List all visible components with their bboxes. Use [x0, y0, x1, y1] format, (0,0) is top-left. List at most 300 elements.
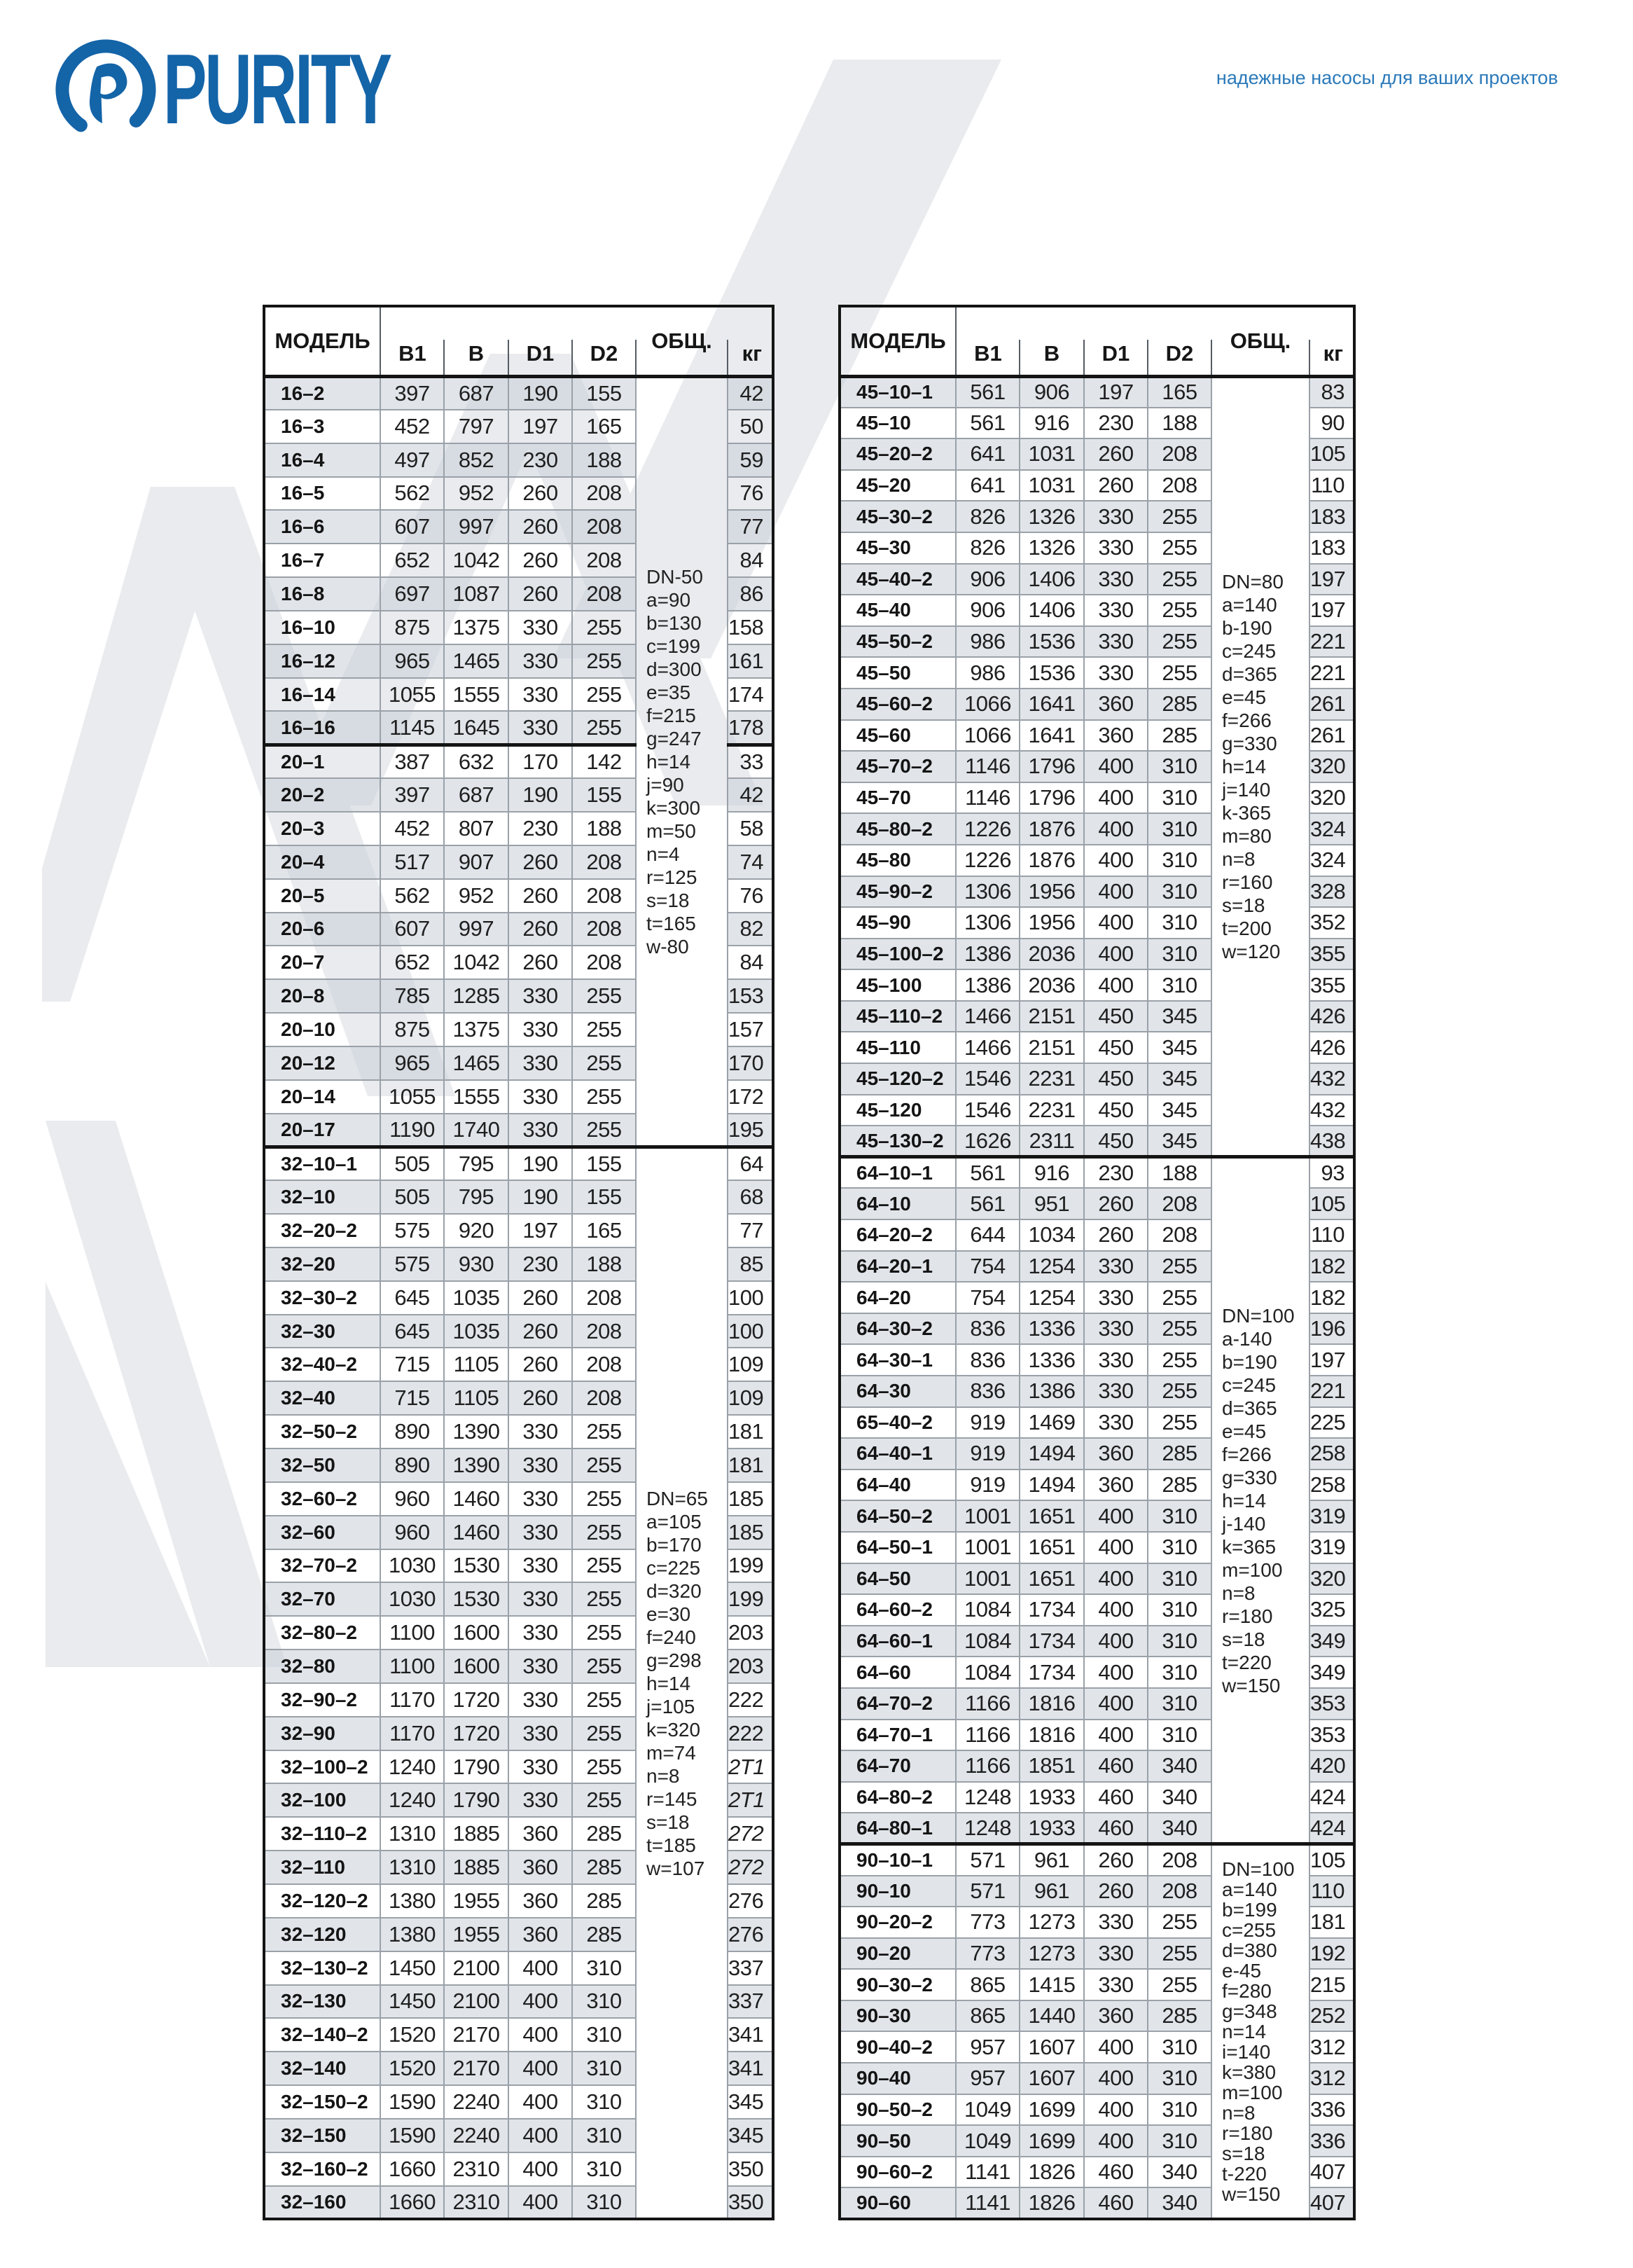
model-cell: 16–6: [264, 510, 380, 544]
model-cell: 20–17: [264, 1114, 380, 1147]
d1-cell: 400: [1084, 907, 1148, 939]
b-cell: 687: [444, 376, 508, 410]
model-cell: 32–30–2: [264, 1281, 380, 1315]
kg-cell: 42: [728, 376, 773, 410]
d1-cell: 330: [1084, 532, 1148, 564]
model-cell: 16–12: [264, 644, 380, 678]
b1-cell: 1055: [380, 678, 444, 712]
d2-cell: 255: [572, 678, 636, 712]
b-cell: 997: [444, 510, 508, 544]
b-cell: 1273: [1020, 1907, 1084, 1938]
kg-cell: 76: [728, 879, 773, 913]
b1-cell: 1166: [956, 1750, 1020, 1782]
model-cell: 20–8: [264, 979, 380, 1013]
d1-cell: 330: [1084, 657, 1148, 689]
b-cell: 916: [1020, 408, 1084, 439]
b-cell: 1042: [444, 544, 508, 577]
b-cell: 1415: [1020, 1969, 1084, 2000]
kg-cell: 324: [1309, 813, 1354, 845]
kg-cell: 336: [1309, 2125, 1354, 2157]
b1-cell: 919: [956, 1438, 1020, 1470]
col-header-kg: кг: [728, 306, 773, 376]
b-cell: 906: [1020, 376, 1084, 408]
model-cell: 16–7: [264, 544, 380, 577]
kg-cell: 110: [1309, 1876, 1354, 1907]
b-cell: 1460: [444, 1516, 508, 1549]
b1-cell: 1546: [956, 1063, 1020, 1095]
b-cell: 1273: [1020, 1938, 1084, 1970]
b-cell: 1034: [1020, 1219, 1084, 1251]
b-cell: 2151: [1020, 1032, 1084, 1063]
model-cell: 32–30: [264, 1315, 380, 1348]
b1-cell: 1055: [380, 1080, 444, 1114]
model-cell: 45–20: [840, 470, 956, 502]
b1-cell: 641: [956, 438, 1020, 470]
kg-cell: 355: [1309, 939, 1354, 970]
dn-spec-line: f=280: [1222, 1980, 1272, 2003]
kg-cell: 77: [728, 510, 773, 544]
kg-cell: 183: [1309, 532, 1354, 564]
table-row: [264, 1147, 773, 1180]
d1-cell: 197: [1084, 376, 1148, 408]
kg-cell: 2T1: [728, 1783, 773, 1817]
d2-cell: 310: [572, 2085, 636, 2119]
kg-cell: 84: [728, 544, 773, 577]
b-cell: 920: [444, 1214, 508, 1247]
kg-cell: 181: [1309, 1907, 1354, 1938]
pump-dimensions-grid: [263, 305, 774, 2220]
b1-cell: 1248: [956, 1782, 1020, 1813]
d1-cell: 170: [508, 745, 572, 778]
d2-cell: 255: [1148, 1282, 1211, 1313]
d1-cell: 330: [1084, 1907, 1148, 1938]
b-cell: 1336: [1020, 1344, 1084, 1376]
d1-cell: 400: [508, 1951, 572, 1985]
kg-cell: 320: [1309, 1563, 1354, 1595]
d1-cell: 360: [1084, 1470, 1148, 1501]
kg-cell: 58: [728, 812, 773, 845]
d2-cell: 255: [1148, 1907, 1211, 1938]
d1-cell: 460: [1084, 2157, 1148, 2188]
kg-cell: 183: [1309, 501, 1354, 532]
d2-cell: 188: [572, 443, 636, 477]
kg-cell: 424: [1309, 1813, 1354, 1844]
d2-cell: 340: [1148, 1750, 1211, 1782]
kg-cell: 225: [1309, 1407, 1354, 1439]
kg-cell: 68: [728, 1180, 773, 1214]
model-cell: 90–50: [840, 2125, 956, 2157]
dn-spec-line: s=18: [646, 1811, 690, 1833]
d2-cell: 208: [572, 1281, 636, 1315]
model-cell: 32–80: [264, 1650, 380, 1683]
model-cell: 45–120–2: [840, 1063, 956, 1095]
kg-cell: 174: [728, 678, 773, 712]
d1-cell: 400: [1084, 969, 1148, 1001]
b-cell: 2240: [444, 2085, 508, 2119]
d1-cell: 360: [508, 1851, 572, 1884]
model-cell: 32–90–2: [264, 1683, 380, 1717]
d1-cell: 400: [1084, 2031, 1148, 2063]
kg-cell: 353: [1309, 1720, 1354, 1751]
b1-cell: 1001: [956, 1500, 1020, 1532]
d2-cell: 310: [1148, 2063, 1211, 2094]
kg-cell: 82: [728, 913, 773, 946]
model-cell: 32–140–2: [264, 2018, 380, 2052]
b1-cell: 644: [956, 1219, 1020, 1251]
model-cell: 64–40–1: [840, 1438, 956, 1470]
model-cell: 20–12: [264, 1046, 380, 1080]
d2-cell: 255: [572, 1683, 636, 1717]
d1-cell: 360: [508, 1817, 572, 1851]
d2-cell: 285: [1148, 1470, 1211, 1501]
b-cell: 1375: [444, 1013, 508, 1046]
dn-spec-line: w=150: [1222, 2183, 1281, 2206]
d2-cell: 255: [572, 1046, 636, 1080]
b1-cell: 906: [956, 595, 1020, 626]
model-cell: 45–10–1: [840, 376, 956, 408]
b-cell: 1254: [1020, 1282, 1084, 1313]
b-cell: 807: [444, 812, 508, 845]
d1-cell: 460: [1084, 1782, 1148, 1813]
dn-spec-line: a=105: [646, 1510, 702, 1533]
kg-cell: 105: [1309, 438, 1354, 470]
d1-cell: 400: [1084, 751, 1148, 782]
d1-cell: 450: [1084, 1001, 1148, 1032]
dn-spec-line: c=245: [1222, 1374, 1277, 1396]
b1-cell: 571: [956, 1876, 1020, 1907]
d2-cell: 155: [572, 376, 636, 410]
d1-cell: 330: [1084, 1969, 1148, 2000]
model-cell: 45–90–2: [840, 876, 956, 908]
dn-spec-line: k=365: [1222, 1535, 1277, 1558]
kg-cell: 341: [728, 2018, 773, 2052]
d2-cell: 255: [1148, 1344, 1211, 1376]
b-cell: 1087: [444, 577, 508, 611]
kg-cell: 222: [728, 1683, 773, 1717]
model-cell: 32–60: [264, 1516, 380, 1549]
kg-cell: 215: [1309, 1969, 1354, 2000]
model-cell: 45–30–2: [840, 501, 956, 532]
dn-spec-line: m=74: [646, 1741, 696, 1764]
model-cell: 64–60–2: [840, 1594, 956, 1626]
d1-cell: 260: [508, 879, 572, 913]
kg-cell: 157: [728, 1013, 773, 1046]
b-cell: 1494: [1020, 1438, 1084, 1470]
dn-spec-note: [1211, 376, 1309, 1157]
model-cell: 45–90: [840, 907, 956, 939]
d2-cell: 255: [572, 1717, 636, 1750]
d2-cell: 310: [1148, 1500, 1211, 1532]
model-cell: 45–130–2: [840, 1126, 956, 1157]
b-cell: 2170: [444, 2018, 508, 2052]
d2-cell: 208: [1148, 470, 1211, 502]
kg-cell: 312: [1309, 2031, 1354, 2063]
model-cell: 20–14: [264, 1080, 380, 1114]
dn-spec-line: w=120: [1222, 940, 1281, 962]
d1-cell: 260: [1084, 1844, 1148, 1876]
model-cell: 20–1: [264, 745, 380, 778]
d1-cell: 330: [1084, 1407, 1148, 1439]
d2-cell: 255: [572, 1080, 636, 1114]
b1-cell: 960: [380, 1516, 444, 1549]
d2-cell: 255: [572, 1549, 636, 1583]
b-cell: 1816: [1020, 1720, 1084, 1751]
d2-cell: 208: [572, 913, 636, 946]
model-cell: 32–10–1: [264, 1147, 380, 1180]
d1-cell: 330: [1084, 501, 1148, 532]
model-cell: 16–3: [264, 410, 380, 443]
d1-cell: 460: [1084, 2187, 1148, 2219]
kg-cell: 158: [728, 611, 773, 644]
d1-cell: 330: [508, 1549, 572, 1583]
model-cell: 90–60–2: [840, 2157, 956, 2188]
d2-cell: 310: [572, 1951, 636, 1985]
b1-cell: 452: [380, 812, 444, 845]
d2-cell: 310: [1148, 845, 1211, 876]
dn-spec-line: e=35: [646, 681, 691, 703]
d2-cell: 310: [1148, 751, 1211, 782]
d1-cell: 260: [1084, 470, 1148, 502]
model-cell: 64–80–2: [840, 1782, 956, 1813]
b-cell: 1600: [444, 1616, 508, 1650]
col-header-b1: B1: [380, 306, 444, 376]
d1-cell: 330: [508, 1616, 572, 1650]
dn-spec-line: b=170: [646, 1533, 702, 1556]
model-cell: 90–50–2: [840, 2094, 956, 2126]
brand-tagline: надежные насосы для ваших проектов: [1216, 67, 1558, 88]
kg-cell: 181: [728, 1415, 773, 1448]
kg-cell: 272: [728, 1851, 773, 1884]
dn-spec-line: w=150: [1222, 1674, 1281, 1696]
dn-spec-line: c=245: [1222, 639, 1277, 662]
dn-spec-line: a-140: [1222, 1327, 1272, 1350]
kg-cell: 432: [1309, 1095, 1354, 1126]
dn-spec-line: f=215: [646, 704, 696, 726]
kg-cell: 64: [728, 1147, 773, 1180]
d2-cell: 255: [1148, 532, 1211, 564]
d2-cell: 310: [1148, 2094, 1211, 2126]
dn-spec-line: t-220: [1222, 2163, 1267, 2185]
d2-cell: 285: [572, 1817, 636, 1851]
kg-cell: 258: [1309, 1470, 1354, 1501]
b1-cell: 1146: [956, 782, 1020, 814]
model-cell: 32–110–2: [264, 1817, 380, 1851]
dn-spec-line: DN=100: [1222, 1858, 1295, 1881]
d1-cell: 400: [1084, 939, 1148, 970]
b1-cell: 1084: [956, 1657, 1020, 1688]
model-cell: 16–8: [264, 577, 380, 611]
d2-cell: 208: [572, 1381, 636, 1415]
model-cell: 32–140: [264, 2052, 380, 2085]
d2-cell: 255: [572, 711, 636, 745]
b-cell: 1536: [1020, 626, 1084, 658]
d2-cell: 255: [1148, 1407, 1211, 1439]
b1-cell: 1450: [380, 1951, 444, 1985]
kg-cell: 161: [728, 644, 773, 678]
model-cell: 64–80–1: [840, 1813, 956, 1844]
d2-cell: 310: [572, 2152, 636, 2186]
kg-cell: 337: [728, 1985, 773, 2019]
d2-cell: 255: [1148, 1938, 1211, 1970]
dimensions-table-right: [838, 305, 1353, 2220]
d2-cell: 285: [1148, 720, 1211, 752]
b-cell: 1641: [1020, 689, 1084, 720]
b-cell: 1105: [444, 1348, 508, 1381]
d1-cell: 260: [1084, 438, 1148, 470]
b-cell: 2100: [444, 1951, 508, 1985]
model-cell: 64–60: [840, 1657, 956, 1688]
dn-spec-line: k=300: [646, 796, 701, 819]
d1-cell: 197: [508, 1214, 572, 1247]
b1-cell: 826: [956, 532, 1020, 564]
d1-cell: 260: [1084, 1188, 1148, 1219]
kg-cell: 93: [1309, 1157, 1354, 1189]
d2-cell: 345: [1148, 1095, 1211, 1126]
b-cell: 930: [444, 1247, 508, 1281]
d2-cell: 310: [1148, 1720, 1211, 1751]
d1-cell: 460: [1084, 1813, 1148, 1844]
dn-spec-line: k=320: [646, 1718, 701, 1741]
d1-cell: 400: [508, 1985, 572, 2019]
kg-cell: 349: [1309, 1657, 1354, 1688]
b1-cell: 652: [380, 946, 444, 979]
b-cell: 1031: [1020, 470, 1084, 502]
b1-cell: 562: [380, 879, 444, 913]
b1-cell: 1141: [956, 2157, 1020, 2188]
d1-cell: 330: [508, 1683, 572, 1717]
model-cell: 20–7: [264, 946, 380, 979]
d1-cell: 260: [1084, 1876, 1148, 1907]
d2-cell: 208: [572, 1315, 636, 1348]
dn-spec-line: n=14: [1222, 2021, 1267, 2043]
model-cell: 64–30: [840, 1376, 956, 1407]
dn-spec-line: f=266: [1222, 1443, 1272, 1465]
dn-spec-line: k-365: [1222, 801, 1272, 824]
kg-cell: 105: [1309, 1844, 1354, 1876]
d2-cell: 255: [1148, 657, 1211, 689]
kg-cell: 252: [1309, 2000, 1354, 2032]
dn-spec-line: n=8: [1222, 2102, 1256, 2124]
model-cell: 45–110–2: [840, 1001, 956, 1032]
b1-cell: 875: [380, 611, 444, 644]
d1-cell: 330: [508, 1415, 572, 1448]
model-cell: 16–5: [264, 477, 380, 511]
kg-cell: 178: [728, 711, 773, 745]
b-cell: 1600: [444, 1650, 508, 1683]
d2-cell: 310: [1148, 1657, 1211, 1688]
d2-cell: 255: [1148, 626, 1211, 658]
d2-cell: 255: [572, 1516, 636, 1549]
kg-cell: 424: [1309, 1782, 1354, 1813]
d1-cell: 400: [1084, 813, 1148, 845]
d2-cell: 255: [1148, 1969, 1211, 2000]
d1-cell: 190: [508, 1180, 572, 1214]
d2-cell: 285: [572, 1918, 636, 1951]
kg-cell: 320: [1309, 782, 1354, 814]
b1-cell: 1145: [380, 711, 444, 745]
d2-cell: 208: [572, 845, 636, 879]
d2-cell: 255: [1148, 1251, 1211, 1282]
kg-cell: 110: [1309, 470, 1354, 502]
kg-cell: 196: [1309, 1313, 1354, 1345]
d2-cell: 285: [1148, 689, 1211, 720]
d2-cell: 208: [1148, 1188, 1211, 1219]
kg-cell: 153: [728, 979, 773, 1013]
b-cell: 1699: [1020, 2094, 1084, 2126]
kg-cell: 85: [728, 1247, 773, 1281]
b1-cell: 1520: [380, 2018, 444, 2052]
d2-cell: 310: [1148, 2031, 1211, 2063]
model-cell: 65–40–2: [840, 1407, 956, 1439]
d2-cell: 340: [1148, 2157, 1211, 2188]
model-cell: 32–50–2: [264, 1415, 380, 1448]
model-cell: 45–60: [840, 720, 956, 752]
d2-cell: 255: [572, 1448, 636, 1482]
model-cell: 20–10: [264, 1013, 380, 1046]
d2-cell: 345: [1148, 1126, 1211, 1157]
d2-cell: 188: [572, 812, 636, 845]
b-cell: 1530: [444, 1582, 508, 1616]
dn-spec-line: j=105: [646, 1695, 695, 1717]
b-cell: 2036: [1020, 969, 1084, 1001]
dimensions-table-left: [263, 305, 774, 2220]
d1-cell: 400: [1084, 2063, 1148, 2094]
model-cell: 32–50: [264, 1448, 380, 1482]
d1-cell: 190: [508, 376, 572, 410]
d2-cell: 255: [572, 644, 636, 678]
dn-spec-line: e=45: [1222, 1420, 1267, 1442]
b1-cell: 1170: [380, 1683, 444, 1717]
b1-cell: 1141: [956, 2187, 1020, 2219]
b1-cell: 1590: [380, 2119, 444, 2152]
d2-cell: 208: [572, 946, 636, 979]
b-cell: 1826: [1020, 2157, 1084, 2188]
d2-cell: 310: [1148, 782, 1211, 814]
model-cell: 32–90: [264, 1717, 380, 1750]
d1-cell: 330: [508, 644, 572, 678]
model-cell: 45–80–2: [840, 813, 956, 845]
dn-spec-note: [636, 376, 728, 1147]
model-cell: 45–70–2: [840, 751, 956, 782]
dn-spec-line: e-45: [1222, 1960, 1262, 1982]
d2-cell: 310: [1148, 939, 1211, 970]
model-cell: 32–80–2: [264, 1616, 380, 1650]
d2-cell: 165: [572, 410, 636, 443]
kg-cell: 100: [728, 1315, 773, 1348]
d2-cell: 188: [1148, 1157, 1211, 1189]
model-cell: 64–50–1: [840, 1532, 956, 1563]
d1-cell: 400: [1084, 876, 1148, 908]
d1-cell: 260: [508, 577, 572, 611]
kg-cell: 105: [1309, 1188, 1354, 1219]
model-cell: 32–40–2: [264, 1348, 380, 1381]
b-cell: 795: [444, 1180, 508, 1214]
dn-spec-line: c=199: [646, 635, 701, 657]
b-cell: 1390: [444, 1448, 508, 1482]
b-cell: 1790: [444, 1750, 508, 1784]
kg-cell: 221: [1309, 1376, 1354, 1407]
dn-spec-line: h=14: [646, 1672, 691, 1694]
dn-spec-line: n=4: [646, 843, 680, 865]
d2-cell: 208: [1148, 438, 1211, 470]
kg-cell: 350: [728, 2186, 773, 2220]
dn-spec-line: j=140: [1222, 778, 1271, 801]
b1-cell: 715: [380, 1348, 444, 1381]
b1-cell: 575: [380, 1214, 444, 1247]
kg-cell: 261: [1309, 720, 1354, 752]
d1-cell: 400: [1084, 845, 1148, 876]
b1-cell: 561: [956, 1188, 1020, 1219]
